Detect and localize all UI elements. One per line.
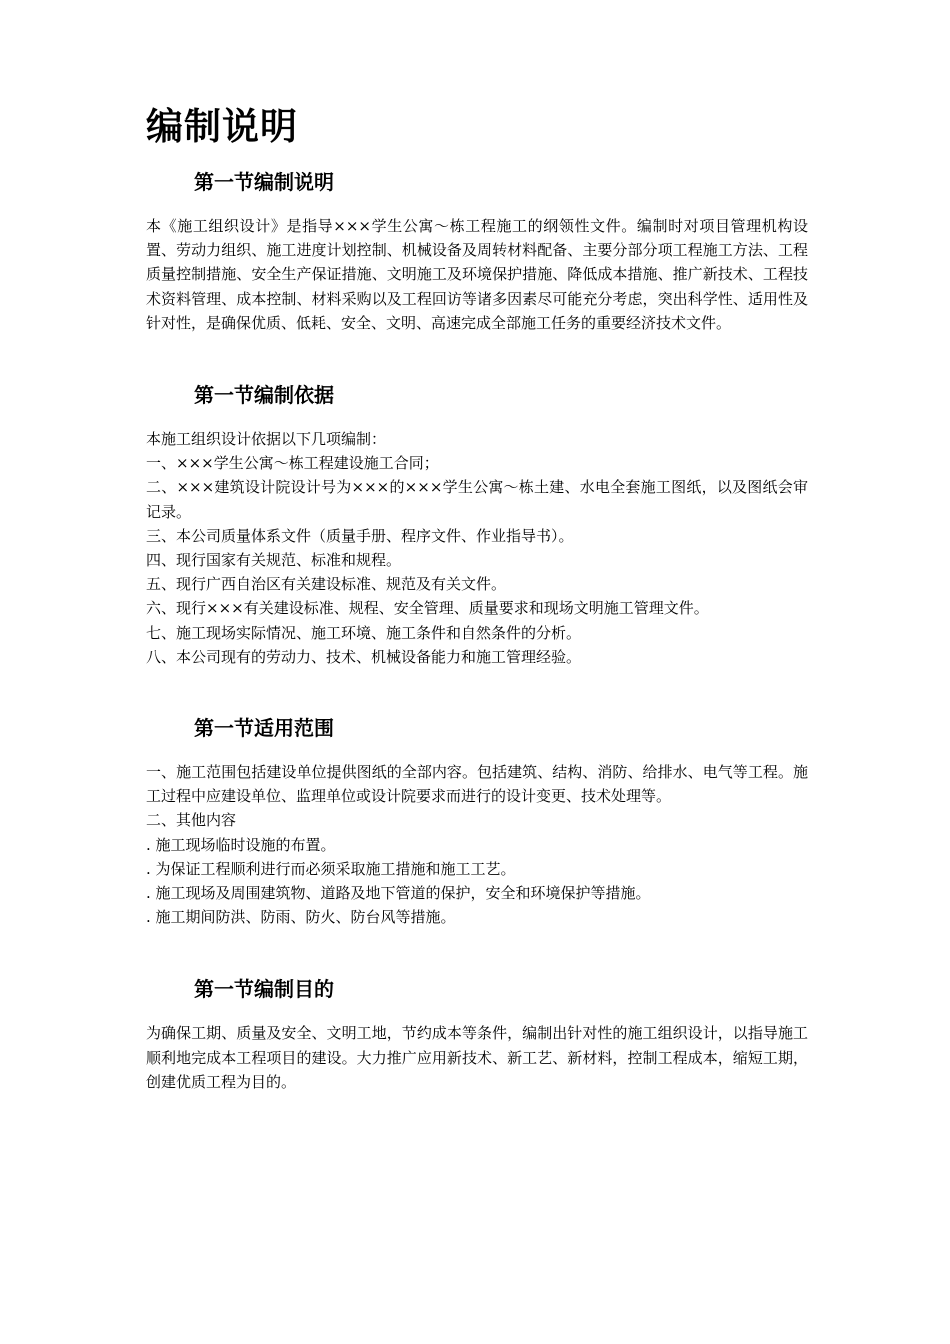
- section-compilation-basis: [146, 381, 808, 669]
- list-item: . 为保证工程顺利进行而必须采取施工措施和施工工艺。: [146, 859, 516, 878]
- list-item: 一、×××学生公寓～栋工程建设施工合同；: [146, 454, 439, 473]
- list-item: 二、×××建筑设计院设计号为×××的×××学生公寓～栋土建、水电全套施工图纸，以及图纸会审记录。: [146, 478, 808, 521]
- section-heading: 第一节编制依据: [194, 383, 334, 408]
- section-scope: [146, 714, 808, 929]
- list-item: 四、现行国家有关规范、标准和规程。: [146, 551, 402, 570]
- list-intro: 本施工组织设计依据以下几项编制：: [146, 430, 387, 449]
- section-heading: 第一节编制说明: [194, 170, 334, 194]
- document-title: 编制说明: [146, 104, 298, 148]
- document-body: [146, 100, 808, 1140]
- section-paragraph: 为确保工期、质量及安全、文明工地，节约成本等条件，编制出针对性的施工组织设计，以指导施工顺利地完成本工程项目的建设。大力推广应用新技术、新工艺、新材料，控制工程成本，缩短工期，创建优质工程为目的。: [146, 1024, 808, 1091]
- section-paragraph: 本《施工组织设计》是指导×××学生公寓～栋工程施工的纲领性文件。编制时对项目管理机构设置、劳动力组织、施工进度计划控制、机械设备及周转材料配备、主要分部分项工程施工方法、工程质量控制措施、安全生产保证措施、文明施工及环境保护措施、降低成本措施、推广新技术、工程技术资料管理、成本控制、材料采购以及工程回访等诸多因素尽可能充分考虑，突出科学性、适用性及针对性，是确保优质、低耗、安全、文明、高速完成全部施工任务的重要经济技术文件。: [146, 217, 808, 332]
- list-item: . 施工现场及周围建筑物、道路及地下管道的保护，安全和环境保护等措施。: [146, 884, 651, 903]
- list-item: . 施工期间防洪、防雨、防火、防台风等措施。: [146, 908, 456, 927]
- list-item: 七、施工现场实际情况、施工环境、施工条件和自然条件的分析。: [146, 623, 582, 642]
- list-item: 二、其他内容: [146, 811, 237, 830]
- section-heading: 第一节编制目的: [194, 977, 334, 1002]
- list-item: 一、施工范围包括建设单位提供图纸的全部内容。包括建筑、结构、消防、给排水、电气等工程。施工过程中应建设单位、监理单位或设计院要求而进行的设计变更、技术处理等。: [146, 763, 808, 806]
- section-compilation-notes: [146, 168, 808, 335]
- list-item: 三、本公司质量体系文件（质量手册、程序文件、作业指导书）。: [146, 526, 574, 545]
- list-item: 五、现行广西自治区有关建设标准、规范及有关文件。: [146, 575, 507, 594]
- section-heading: 第一节适用范围: [194, 716, 334, 741]
- list-item: 八、本公司现有的劳动力、技术、机械设备能力和施工管理经验。: [146, 647, 582, 666]
- section-purpose: [146, 975, 808, 1094]
- list-item: . 施工现场临时设施的布置。: [146, 835, 336, 854]
- list-item: 六、现行×××有关建设标准、规程、安全管理、质量要求和现场文明施工管理文件。: [146, 599, 709, 618]
